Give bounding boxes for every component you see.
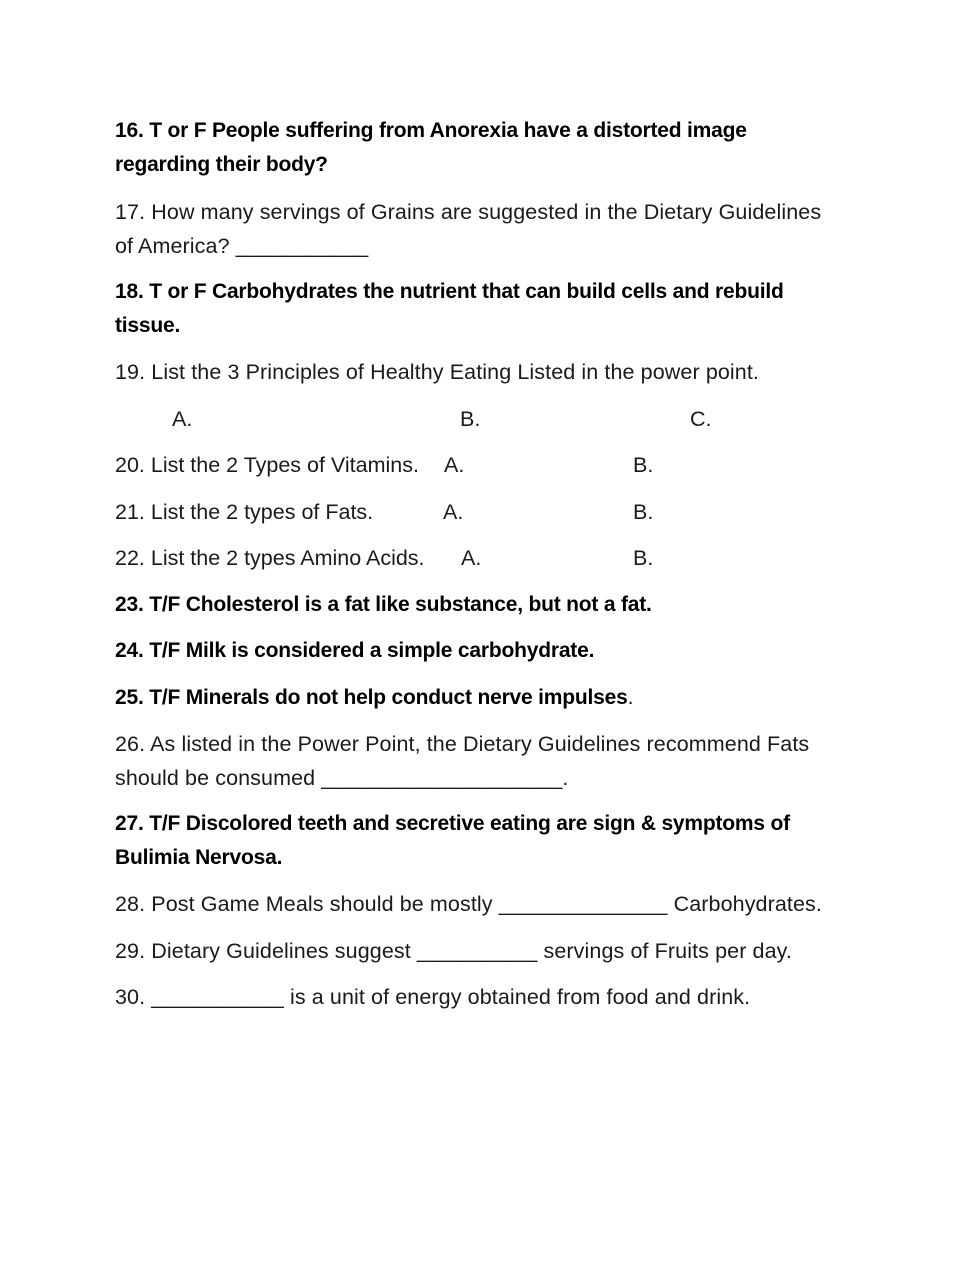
- question-17-line1: 17. How many servings of Grains are suggested in the Dietary Guidelines: [115, 200, 822, 224]
- question-19-option-c: C.: [690, 407, 712, 431]
- question-19-text: 19. List the 3 Principles of Healthy Eating Listed in the power point.: [115, 360, 760, 384]
- question-27-line2: Bulimia Nervosa.: [115, 846, 283, 869]
- question-29: 29. Dietary Guidelines suggest __________ servings of Fruits per day.: [115, 939, 792, 963]
- question-20-option-a: A.: [444, 453, 465, 477]
- question-19-option-a: A.: [172, 407, 193, 431]
- question-24: 24. T/F Milk is considered a simple carbohydrate.: [115, 639, 595, 662]
- question-21-option-a: A.: [443, 500, 464, 524]
- question-22-option-a: A.: [461, 546, 482, 570]
- question-18: [115, 275, 875, 343]
- question-25-period: .: [627, 685, 634, 709]
- question-16-line1: 16. T or F People suffering from Anorexia have a distorted image: [115, 119, 747, 142]
- question-23: 23. T/F Cholesterol is a fat like substance, but not a fat.: [115, 593, 652, 616]
- question-21-text: 21. List the 2 types of Fats.: [115, 500, 374, 524]
- question-18-line1: 18. T or F Carbohydrates the nutrient that can build cells and rebuild: [115, 280, 784, 303]
- question-22-text: 22. List the 2 types Amino Acids.: [115, 546, 425, 570]
- question-30: 30. ___________ is a unit of energy obtained from food and drink.: [115, 985, 751, 1009]
- question-27: [115, 807, 875, 875]
- question-16: [115, 114, 875, 182]
- question-16-line2: regarding their body?: [115, 153, 328, 176]
- question-21-option-b: B.: [633, 500, 654, 524]
- question-20-option-b: B.: [633, 453, 654, 477]
- question-19-option-b: B.: [460, 407, 481, 431]
- question-22-option-b: B.: [633, 546, 654, 570]
- question-27-line1: 27. T/F Discolored teeth and secretive eating are sign & symptoms of: [115, 812, 790, 835]
- question-18-line2: tissue.: [115, 314, 181, 337]
- question-25-text: 25. T/F Minerals do not help conduct nerve impulses: [115, 686, 628, 709]
- question-26-line1: 26. As listed in the Power Point, the Dietary Guidelines recommend Fats: [115, 732, 810, 756]
- question-26-line2: should be consumed ____________________.: [115, 766, 569, 790]
- question-20-text: 20. List the 2 Types of Vitamins.: [115, 453, 419, 477]
- question-25: [115, 680, 875, 715]
- question-26: [115, 727, 875, 795]
- question-17-line2: of America? ___________: [115, 234, 369, 258]
- question-28: 28. Post Game Meals should be mostly ______________ Carbohydrates.: [115, 892, 822, 916]
- question-19: [115, 355, 875, 389]
- question-17: [115, 195, 875, 263]
